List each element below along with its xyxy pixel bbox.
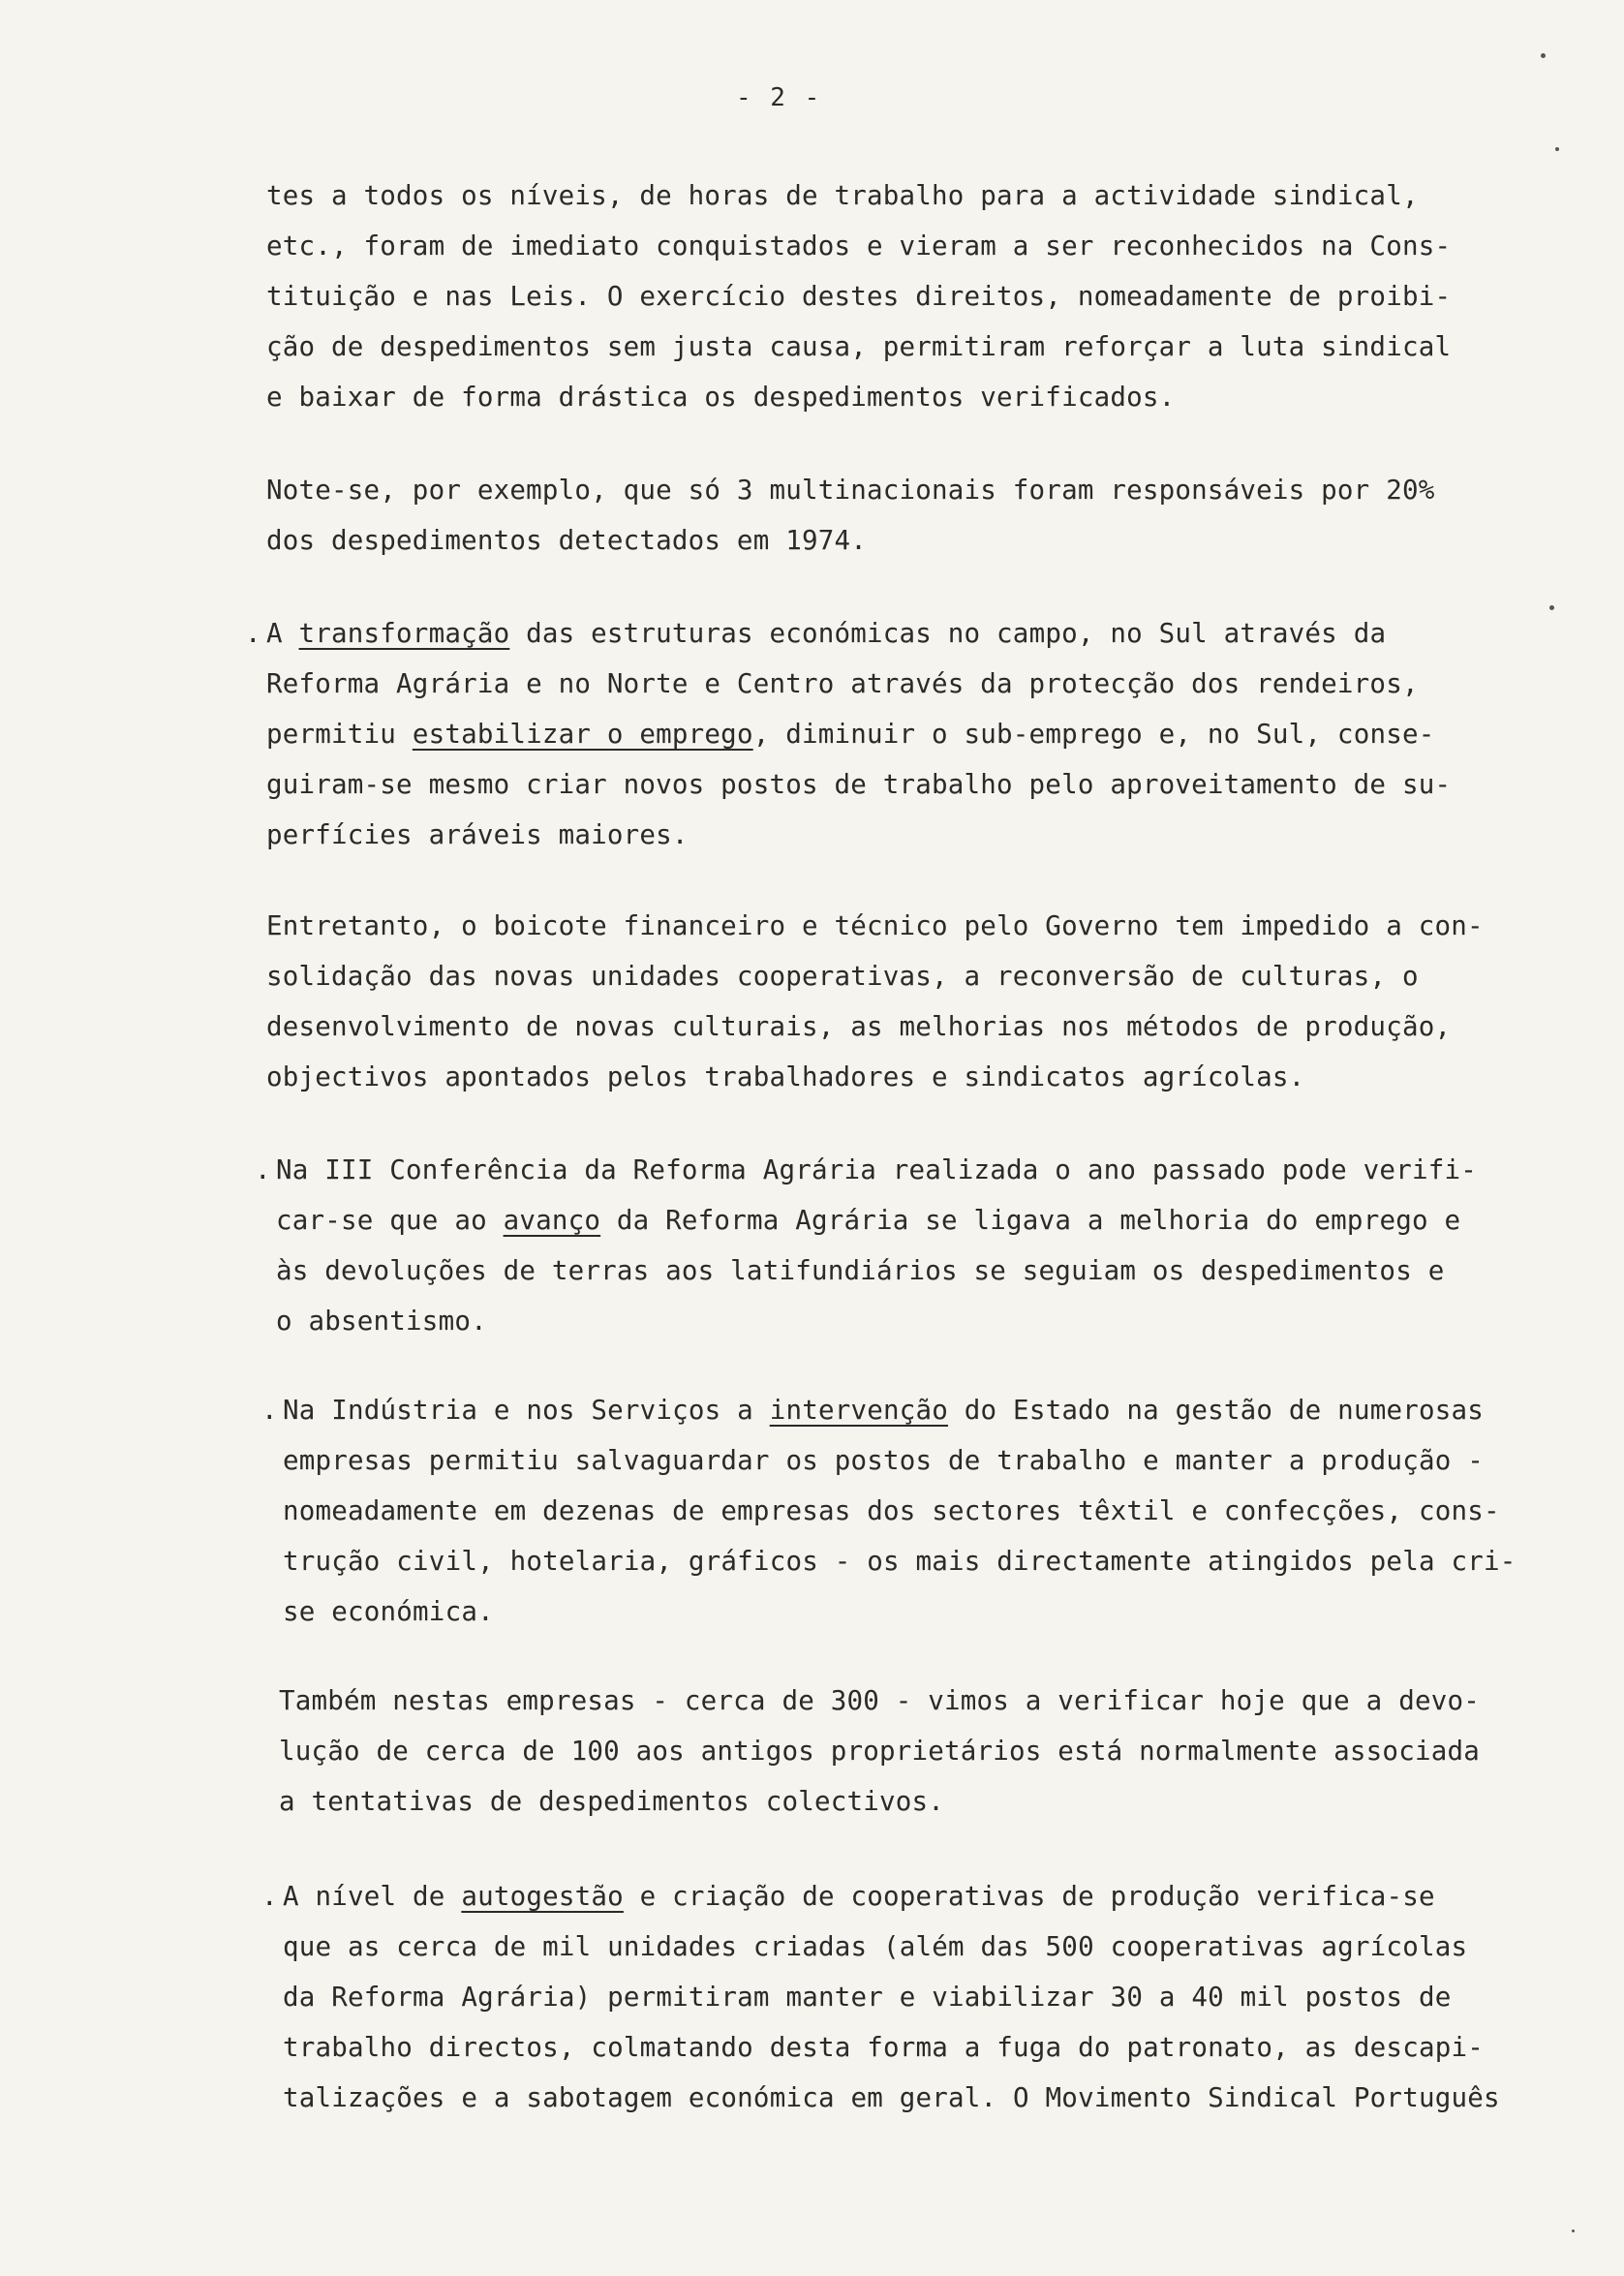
text-line: permitiu estabilizar o emprego, diminuir o sub-emprego e, no Sul, conse- [266, 719, 1435, 750]
text-line: trabalho directos, colmatando desta forma a fuga do patronato, as descapi- [283, 2032, 1484, 2063]
underlined-term-autogestao: autogestão [461, 1881, 624, 1912]
text-line: o absentismo. [276, 1306, 487, 1337]
text-line: talizações e a sabotagem económica em geral. O Movimento Sindical Português [283, 2082, 1500, 2113]
text-line: desenvolvimento de novas culturais, as melhorias nos métodos de produção, [266, 1011, 1452, 1042]
text-line: da Reforma Agrária) permitiram manter e viabilizar 30 a 40 mil postos de [283, 1982, 1452, 2013]
text-line: Reforma Agrária e no Norte e Centro através da protecção dos rendeiros, [266, 668, 1419, 699]
text-line: às devoluções de terras aos latifundiários se seguiam os despedimentos e [276, 1255, 1445, 1286]
text-line: perfícies aráveis maiores. [266, 819, 689, 850]
text-line: Na III Conferência da Reforma Agrária realizada o ano passado pode verifi- [276, 1154, 1477, 1185]
text-line: objectivos apontados pelos trabalhadores e sindicatos agrícolas. [266, 1061, 1305, 1092]
text-line: A nível de autogestão e criação de cooperativas de produção verifica-se [283, 1881, 1435, 1912]
text-line: que as cerca de mil unidades criadas (além das 500 cooperativas agrícolas [283, 1931, 1468, 1962]
text-line: etc., foram de imediato conquistados e vieram a ser reconhecidos na Cons- [266, 231, 1452, 261]
bullet-marker: . [261, 1395, 278, 1426]
text-line: trução civil, hotelaria, gráficos - os mais directamente atingidos pela cri- [283, 1546, 1517, 1577]
text-line: solidação das novas unidades cooperativas, a reconversão de culturas, o [266, 961, 1419, 992]
text-line: a tentativas de despedimentos colectivos. [279, 1786, 945, 1817]
text-line: Entretanto, o boicote financeiro e técnico pelo Governo tem impedido a con- [266, 910, 1484, 941]
underlined-term-intervencao: intervenção [769, 1395, 949, 1426]
text-line: Na Indústria e nos Serviços a intervenção do Estado na gestão de numerosas [283, 1395, 1484, 1426]
paper-speck [1555, 147, 1559, 151]
text-line: Também nestas empresas - cerca de 300 - vimos a verificar hoje que a devo- [279, 1685, 1480, 1716]
underlined-term-transformacao: transformação [298, 618, 510, 649]
text-line: empresas permitiu salvaguardar os postos de trabalho e manter a produção - [283, 1445, 1484, 1476]
underlined-term-avanco: avanço [503, 1205, 601, 1236]
paper-speck [1541, 53, 1546, 58]
text-line: ção de despedimentos sem justa causa, permitiram reforçar a luta sindical [266, 331, 1452, 362]
text-line: e baixar de forma drástica os despedimentos verificados. [266, 382, 1176, 413]
page-number: - 2 - [736, 83, 822, 112]
text-line: nomeadamente em dezenas de empresas dos sectores têxtil e confecções, cons- [283, 1495, 1500, 1526]
bullet-marker: . [245, 618, 261, 649]
text-line: A transformação das estruturas económicas no campo, no Sul através da [266, 618, 1387, 649]
bullet-marker: . [255, 1154, 271, 1185]
text-line: car-se que ao avanço da Reforma Agrária se ligava a melhoria do emprego e [276, 1205, 1461, 1236]
text-line: lução de cerca de 100 aos antigos proprietários está normalmente associada [279, 1736, 1480, 1767]
bullet-marker: . [261, 1881, 278, 1912]
paper-speck [1572, 2230, 1575, 2232]
text-line: se económica. [283, 1596, 494, 1627]
text-line: Note-se, por exemplo, que só 3 multinacionais foram responsáveis por 20% [266, 475, 1435, 506]
text-line: tituição e nas Leis. O exercício destes direitos, nomeadamente de proibi- [266, 281, 1452, 312]
paper-speck [1549, 605, 1554, 610]
underlined-term-estabilizar: estabilizar o emprego [412, 719, 753, 750]
text-line: tes a todos os níveis, de horas de trabalho para a actividade sindical, [266, 180, 1419, 211]
text-line: dos despedimentos detectados em 1974. [266, 525, 867, 556]
text-line: guiram-se mesmo criar novos postos de trabalho pelo aproveitamento de su- [266, 769, 1452, 800]
